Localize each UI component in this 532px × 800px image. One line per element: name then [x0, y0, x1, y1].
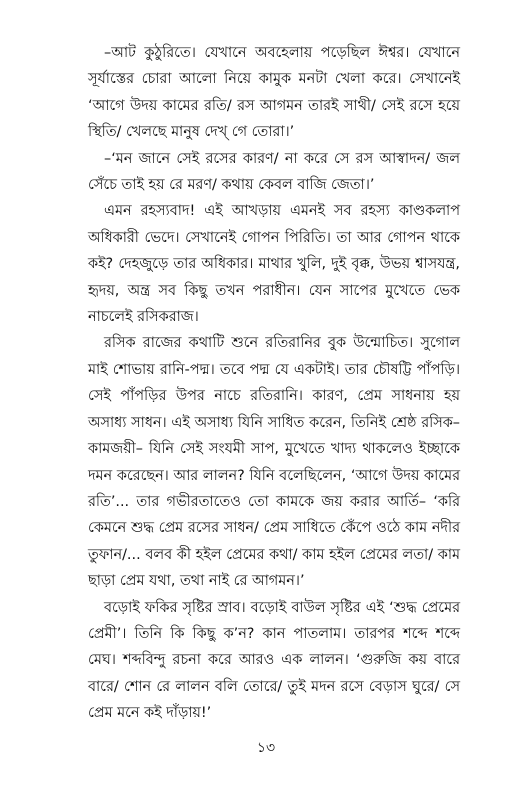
paragraph-3: এমন রহস্যবাদ! এই আখড়ায় এমনই সব রহস্য কাণ্ডকলাপ অধিকারী ভেদে। সেখানেই গোপন পিরিতি। তা আর গোপন থাকে কই? দেহজুড়ে তার অধিকার। মাথার খুলি, দুই বৃক্ক, উভয় শ্বাসযন্ত্র, হৃদয়, অন্ত্র সব কিছু তখন পরাধীন। যেন সাপের মুখেতে ভেক নাচলেই রসিকরাজ।	[88, 203, 460, 326]
page-number: ১৩	[256, 740, 276, 756]
paragraph-2: –‘মন জানে সেই রসের কারণ/ না করে সে রস আস্বাদন/ জল সেঁচে তাই হয় রে মরণ/ কথায় কেবল বাজি জেতা।’	[88, 150, 460, 194]
paragraph-4: রসিক রাজের কথাটি শুনে রতিরানির বুক উন্মোচিত। সুগোল মাই শোভায় রানি-পদ্ম। তবে পদ্ম যে একটাই। তার চৌষট্টি পাঁপড়ি। সেই পাঁপড়ির উপর নাচে রতিরানি। কারণ, প্রেম সাধনায় হয় অসাধ্য সাধন। এই অসাধ্য যিনি সাধিত করেন, তিনিই শ্রেষ্ঠ রসিক– কামজয়ী– যিনি সেই সংযমী সাপ, মুখেতে খাদ্য থাকলেও ইচ্ছাকে দমন করেছেন। আর লালন? যিনি বলেছিলেন, ‘আগে উদয় কামের রতি’... তার গভীরতাতেও তো কামকে জয় করার আর্তি– ‘করি কেমনে শুদ্ধ প্রেম রসের সাধন/ প্রেম সাধিতে কেঁপে ওঠে কাম নদীর তুফান/... বলব কী হইল প্রেমের কথা/ কাম হইল প্রেমের লতা/ কাম ছাড়া প্রেম যথা, তথা নাই রে আগমন।’	[88, 335, 460, 590]
paragraph-5: বড়োই ফকির সৃষ্টির স্রাব। বড়োই বাউল সৃষ্টির এই ‘শুদ্ধ প্রেমের প্রেমী’। তিনি কি কিছু ক’ন? কান পাতলাম। তারপর শব্দে শব্দে মেঘ। শব্দবিন্দু রচনা করে আরও এক লালন। ‘গুরুজি কয় বারে বারে/ শোন রে লালন বলি তোরে/ তুই মদন রসে বেড়াস ঘুরে/ সে প্রেম মনে কই দাঁড়ায়!’	[88, 599, 460, 722]
paragraph-1: –আট কুঠুরিতে। যেখানে অবহেলায় পড়েছিল ঈশ্বর। যেখানে সূর্যাস্তের চোরা আলো নিয়ে কামুক মনটা খেলা করে। সেখানেই ‘আগে উদয় কামের রতি/ রস আগমন তারই সাথী/ সেই রসে হয়ে স্থিতি/ খেলছে মানুষ দেখ্‌ গে তোরা।’	[88, 45, 460, 141]
body-text	[88, 40, 460, 727]
